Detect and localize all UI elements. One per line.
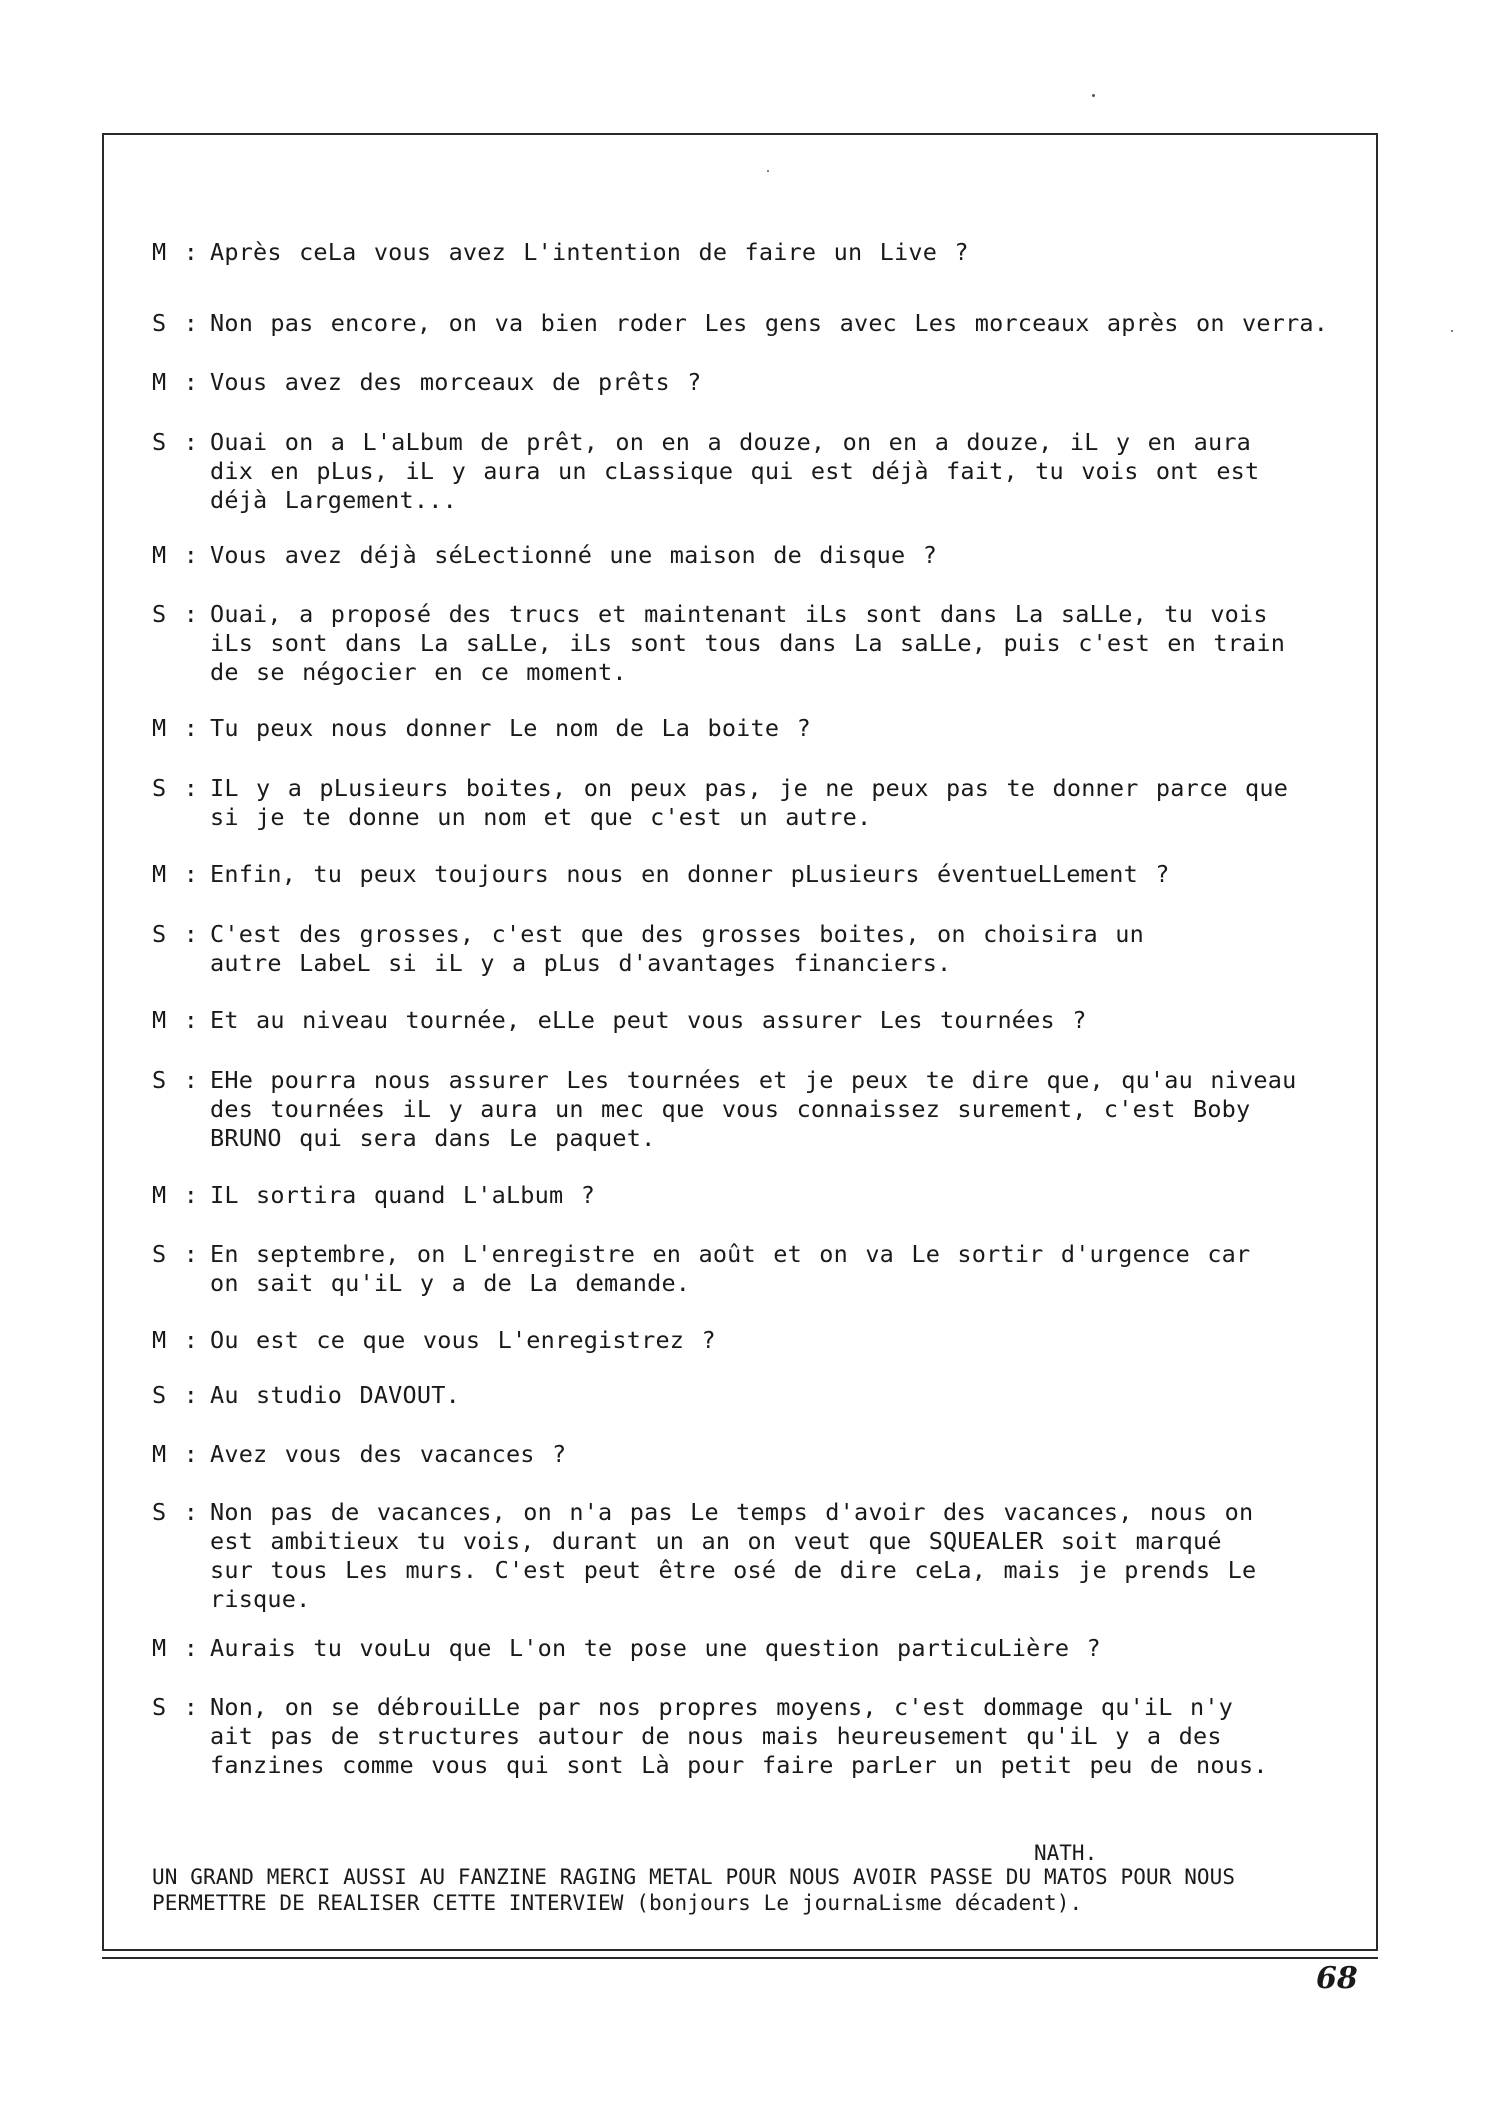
qa-text: Ouai, a proposé des trucs et maintenant iLs sont dans La saLLe, tu vois iLs sont dans La saLLe, iLs sont tous dans La saLLe, puis c'est en train de se négocier en ce moment. [210, 600, 1286, 686]
qa-line [152, 368, 1332, 397]
speaker-label: M : [152, 1440, 199, 1468]
speaker-label: M : [152, 368, 199, 396]
speaker-label: M : [152, 1006, 199, 1034]
qa-text: Et au niveau tournée, eLLe peut vous assurer Les tournées ? [210, 1006, 1087, 1034]
qa-text: Enfin, tu peux toujours nous en donner pLusieurs éventueLLement ? [210, 860, 1170, 888]
speaker-label: S : [152, 1693, 199, 1721]
speaker-label: M : [152, 1326, 199, 1354]
qa-text: Tu peux nous donner Le nom de La boite ? [210, 714, 811, 742]
qa-text: Après ceLa vous avez L'intention de faire un Live ? [210, 238, 969, 266]
speaker-label: S : [152, 1066, 199, 1094]
speaker-label: M : [152, 1634, 199, 1662]
qa-line [152, 860, 1332, 889]
page-border [102, 133, 1378, 1951]
qa-line [152, 238, 969, 267]
qa-text: Aurais tu vouLu que L'on te pose une question particuLière ? [210, 1634, 1101, 1662]
qa-line [152, 1066, 1302, 1153]
qa-line [152, 1381, 1332, 1410]
qa-text: EHe pourra nous assurer Les tournées et je peux te dire que, qu'au niveau des tournées iL y aura un mec que vous connaissez surement, c'est Boby BRUNO qui sera dans Le paquet. [210, 1066, 1297, 1152]
scan-speck [1451, 330, 1453, 332]
speaker-label: M : [152, 541, 199, 569]
speaker-label: S : [152, 428, 199, 456]
speaker-label: S : [152, 920, 199, 948]
qa-text: Ouai on a L'aLbum de prêt, on en a douze, on en a douze, iL y en aura dix en pLus, iL y aura un cLassique qui est déjà fait, tu vois ont est déjà Largement... [210, 428, 1260, 514]
page-border-bottom-rule [102, 1957, 1378, 1959]
qa-line [152, 541, 1332, 570]
qa-text: Non, on se débrouiLLe par nos propres moyens, c'est dommage qu'iL n'y ait pas de structures autour de nous mais heureusement qu'iL y a des fanzines comme vous qui sont Là pour faire parLer un petit peu de nous. [210, 1693, 1268, 1779]
speaker-label: S : [152, 600, 199, 628]
qa-line [152, 1693, 1292, 1780]
speaker-label: S : [152, 1240, 199, 1268]
qa-line [152, 600, 1312, 687]
page-number: 68 [1316, 1961, 1358, 1996]
qa-text: Non pas encore, on va bien roder Les gens avec Les morceaux après on verra. [210, 309, 1329, 337]
qa-line [152, 1240, 1292, 1298]
qa-line [152, 920, 1232, 978]
qa-text: Vous avez des morceaux de prêts ? [210, 368, 702, 396]
speaker-label: S : [152, 774, 199, 802]
scan-speck [1092, 94, 1095, 97]
qa-text: Avez vous des vacances ? [210, 1440, 567, 1468]
scan-speck [767, 170, 769, 172]
qa-text: Vous avez déjà séLectionné une maison de disque ? [210, 541, 938, 569]
qa-line [152, 1181, 1332, 1210]
speaker-label: S : [152, 1381, 199, 1409]
thanks-note: UN GRAND MERCI AUSSI AU FANZINE RAGING METAL POUR NOUS AVOIR PASSE DU MATOS POUR NOUS PERMETTRE DE REALISER CETTE INTERVIEW (bonjours Le journaLisme décadent). [152, 1865, 1236, 1915]
qa-line [152, 309, 1332, 338]
qa-line [152, 714, 1332, 743]
speaker-label: M : [152, 860, 199, 888]
qa-text: C'est des grosses, c'est que des grosses boites, on choisira un autre LabeL si iL y a pLus d'avantages financiers. [210, 920, 1144, 977]
qa-line [152, 1634, 1332, 1663]
qa-line [152, 428, 1302, 515]
speaker-label: M : [152, 238, 199, 266]
qa-text: En septembre, on L'enregistre en août et on va Le sortir d'urgence car on sait qu'iL y a de La demande. [210, 1240, 1251, 1297]
qa-line [152, 774, 1312, 832]
author-signature: NATH. [1034, 1841, 1098, 1865]
speaker-label: S : [152, 309, 199, 337]
qa-text: IL y a pLusieurs boites, on peux pas, je ne peux pas te donner parce que si je te donne un nom et que c'est un autre. [210, 774, 1289, 831]
speaker-label: M : [152, 714, 199, 742]
speaker-label: M : [152, 1181, 199, 1209]
qa-text: Ou est ce que vous L'enregistrez ? [210, 1326, 716, 1354]
qa-line [152, 1326, 1332, 1355]
qa-text: Non pas de vacances, on n'a pas Le temps d'avoir des vacances, nous on est ambitieux tu vois, durant un an on veut que SQUEALER soit marqué sur tous Les murs. C'est peut être osé de dire ceLa, mais je prends Le risque. [210, 1498, 1257, 1613]
qa-line [152, 1006, 1332, 1035]
speaker-label: S : [152, 1498, 199, 1526]
qa-text: Au studio DAVOUT. [210, 1381, 460, 1409]
qa-line [152, 1440, 1332, 1469]
qa-text: IL sortira quand L'aLbum ? [210, 1181, 596, 1209]
qa-line [152, 1498, 1282, 1614]
